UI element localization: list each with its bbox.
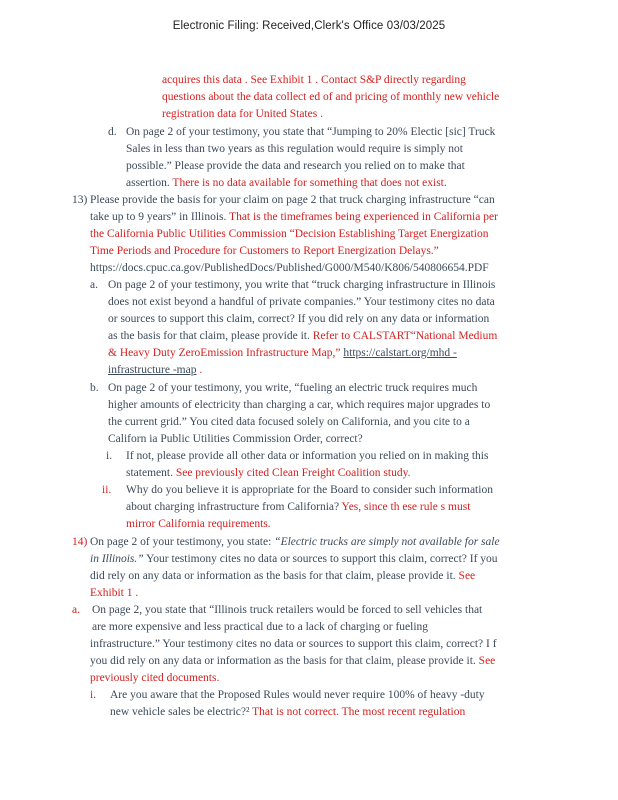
- text-line: [126, 126, 495, 139]
- text-line: [108, 433, 363, 446]
- text-span: Californ ia Public Utilities Commission Order, correct?: [108, 433, 363, 445]
- text-line: [110, 689, 485, 702]
- url-link[interactable]: infrastructure -map: [108, 364, 197, 376]
- text-line: [90, 587, 138, 600]
- list-marker-14a: a.: [72, 604, 80, 616]
- text-line: [90, 570, 475, 583]
- text-span: the current grid.” You cited data focused solely on California, and you cite to a: [108, 416, 470, 428]
- text-span: take up to 9 years” in Illinois.: [90, 211, 230, 223]
- text-span: about charging infrastructure from California?: [126, 501, 342, 513]
- list-marker-13b-ii: ii.: [102, 484, 112, 496]
- text-span: On page 2 of your testimony, you state:: [90, 536, 275, 548]
- text-span: the California Public Utilities Commission “Decision Establishing Target Energization: [90, 228, 489, 240]
- text-span: Sales in less than two years as this regulation would require is simply not: [126, 143, 463, 155]
- text-line: [90, 211, 498, 224]
- list-marker-13a: a.: [90, 279, 98, 291]
- text-line: [162, 108, 323, 121]
- text-line: [108, 399, 490, 412]
- text-span: On page 2 of your testimony, you write that “truck charging infrastructure in Illinois: [108, 279, 496, 291]
- text-span: mirror California requirements.: [126, 518, 271, 530]
- text-line: [92, 604, 482, 617]
- text-line: [126, 518, 271, 531]
- text-line: [108, 382, 477, 395]
- text-span: in Illinois.”: [90, 553, 144, 565]
- text-line: [90, 262, 489, 275]
- text-span: Why do you believe it is appropriate for the Board to consider such information: [126, 484, 493, 496]
- text-line: [108, 364, 202, 377]
- text-span: Time Periods and Procedure for Customers to Report Energization Delays.”: [90, 245, 439, 257]
- filing-header: Electronic Filing: Received,Clerk's Office 03/03/2025: [172, 20, 446, 32]
- text-span: “Electric trucks are simply not available for sale: [274, 536, 500, 548]
- text-span: Please provide the basis for your claim on page 2 that truck charging infrastructure “can: [90, 194, 495, 206]
- text-span: new vehicle sales be electric?²: [110, 706, 253, 718]
- text-span: Are you aware that the Proposed Rules would never require 100% of heavy -duty: [110, 689, 485, 701]
- text-line: [90, 672, 219, 685]
- text-line: [126, 484, 493, 497]
- text-line: [162, 74, 466, 87]
- text-span: registration data for United States .: [162, 108, 323, 120]
- text-line: [162, 91, 499, 104]
- text-line: [108, 416, 470, 429]
- text-span: assertion.: [126, 177, 173, 189]
- text-span: See: [478, 655, 496, 667]
- text-line: [108, 330, 497, 343]
- text-span: did rely on any data or information as the basis for that claim, please provide it.: [90, 570, 459, 582]
- list-marker-d: d.: [108, 126, 117, 138]
- list-marker-13b-i: i.: [106, 450, 113, 462]
- text-line: [90, 553, 498, 566]
- text-line: [90, 228, 488, 241]
- text-span: & Heavy Duty ZeroEmission Infrastructure Map,”: [108, 347, 344, 359]
- text-span: questions about the data collect ed of and pricing of monthly new vehicle: [162, 91, 500, 103]
- text-span: If not, please provide all other data or information you relied on in making this: [126, 450, 489, 462]
- text-span: Yes, since th ese rule s must: [341, 501, 471, 513]
- text-span: Your testimony cites no data or sources to support this claim, correct? If you: [143, 553, 498, 565]
- text-span: That is the timeframes being experienced in California per: [229, 211, 498, 223]
- text-span: acquires this data . See Exhibit 1 . Contact S&P directly regarding: [162, 74, 466, 86]
- text-span: Refer to CALSTART“National Medium: [312, 330, 498, 342]
- text-line: [126, 467, 410, 480]
- text-span: you did rely on any data or information as the basis for that claim, please provide it.: [90, 655, 479, 667]
- text-line: [126, 450, 488, 463]
- text-span: previously cited documents.: [90, 672, 220, 684]
- text-span: does not exist beyond a handful of private companies.” Your testimony cites no data: [108, 296, 495, 308]
- list-marker-13b: b.: [90, 382, 99, 394]
- text-line: [90, 245, 439, 258]
- text-line: [108, 347, 457, 360]
- text-span: are more expensive and less practical due to a lack of charging or fueling: [92, 621, 429, 633]
- text-span: possible.” Please provide the data and research you relied on to make that: [126, 160, 465, 172]
- text-span: See previously cited Clean Freight Coalition study.: [175, 467, 411, 479]
- text-line: [126, 160, 465, 173]
- text-span: On page 2 of your testimony, you write, “fueling an electric truck requires much: [108, 382, 478, 394]
- text-line: [110, 706, 465, 719]
- text-line: [90, 536, 500, 549]
- text-line: [126, 501, 470, 514]
- text-span: or sources to support this claim, correct? If you did rely on any data or information: [108, 313, 490, 325]
- text-line: [92, 621, 428, 634]
- text-span: higher amounts of electricity than charging a car, which requires major upgrades to: [108, 399, 491, 411]
- text-span: https://docs.cpuc.ca.gov/PublishedDocs/Published/G000/M540/K806/540806654.PDF: [90, 262, 489, 274]
- text-line: [90, 655, 495, 668]
- text-line: [108, 296, 495, 309]
- text-span: On page 2, you state that “Illinois truck retailers would be forced to sell vehicles that: [92, 604, 483, 616]
- text-line: [126, 177, 447, 190]
- list-marker-14: 14): [72, 536, 88, 548]
- text-line: [126, 143, 463, 156]
- text-line: [90, 638, 497, 651]
- list-marker-13: 13): [72, 194, 88, 206]
- text-span: .: [196, 364, 203, 376]
- text-span: On page 2 of your testimony, you state that “Jumping to 20% Electic [sic] Truck: [126, 126, 496, 138]
- list-marker-14a-i: i.: [90, 689, 97, 701]
- text-span: That is not correct. The most recent regulation: [252, 706, 466, 718]
- text-span: as the basis for that claim, please provide it.: [108, 330, 313, 342]
- text-span: statement.: [126, 467, 176, 479]
- url-link[interactable]: https://calstart.org/mhd -: [343, 347, 457, 359]
- text-span: Exhibit 1 .: [90, 587, 139, 599]
- text-line: [90, 194, 495, 207]
- text-span: infrastructure.” Your testimony cites no data or sources to support this claim, correct? I f: [90, 638, 497, 650]
- text-span: See: [458, 570, 476, 582]
- text-line: [108, 279, 495, 292]
- text-span: There is no data available for something that does not exist.: [172, 177, 447, 189]
- text-line: [108, 313, 489, 326]
